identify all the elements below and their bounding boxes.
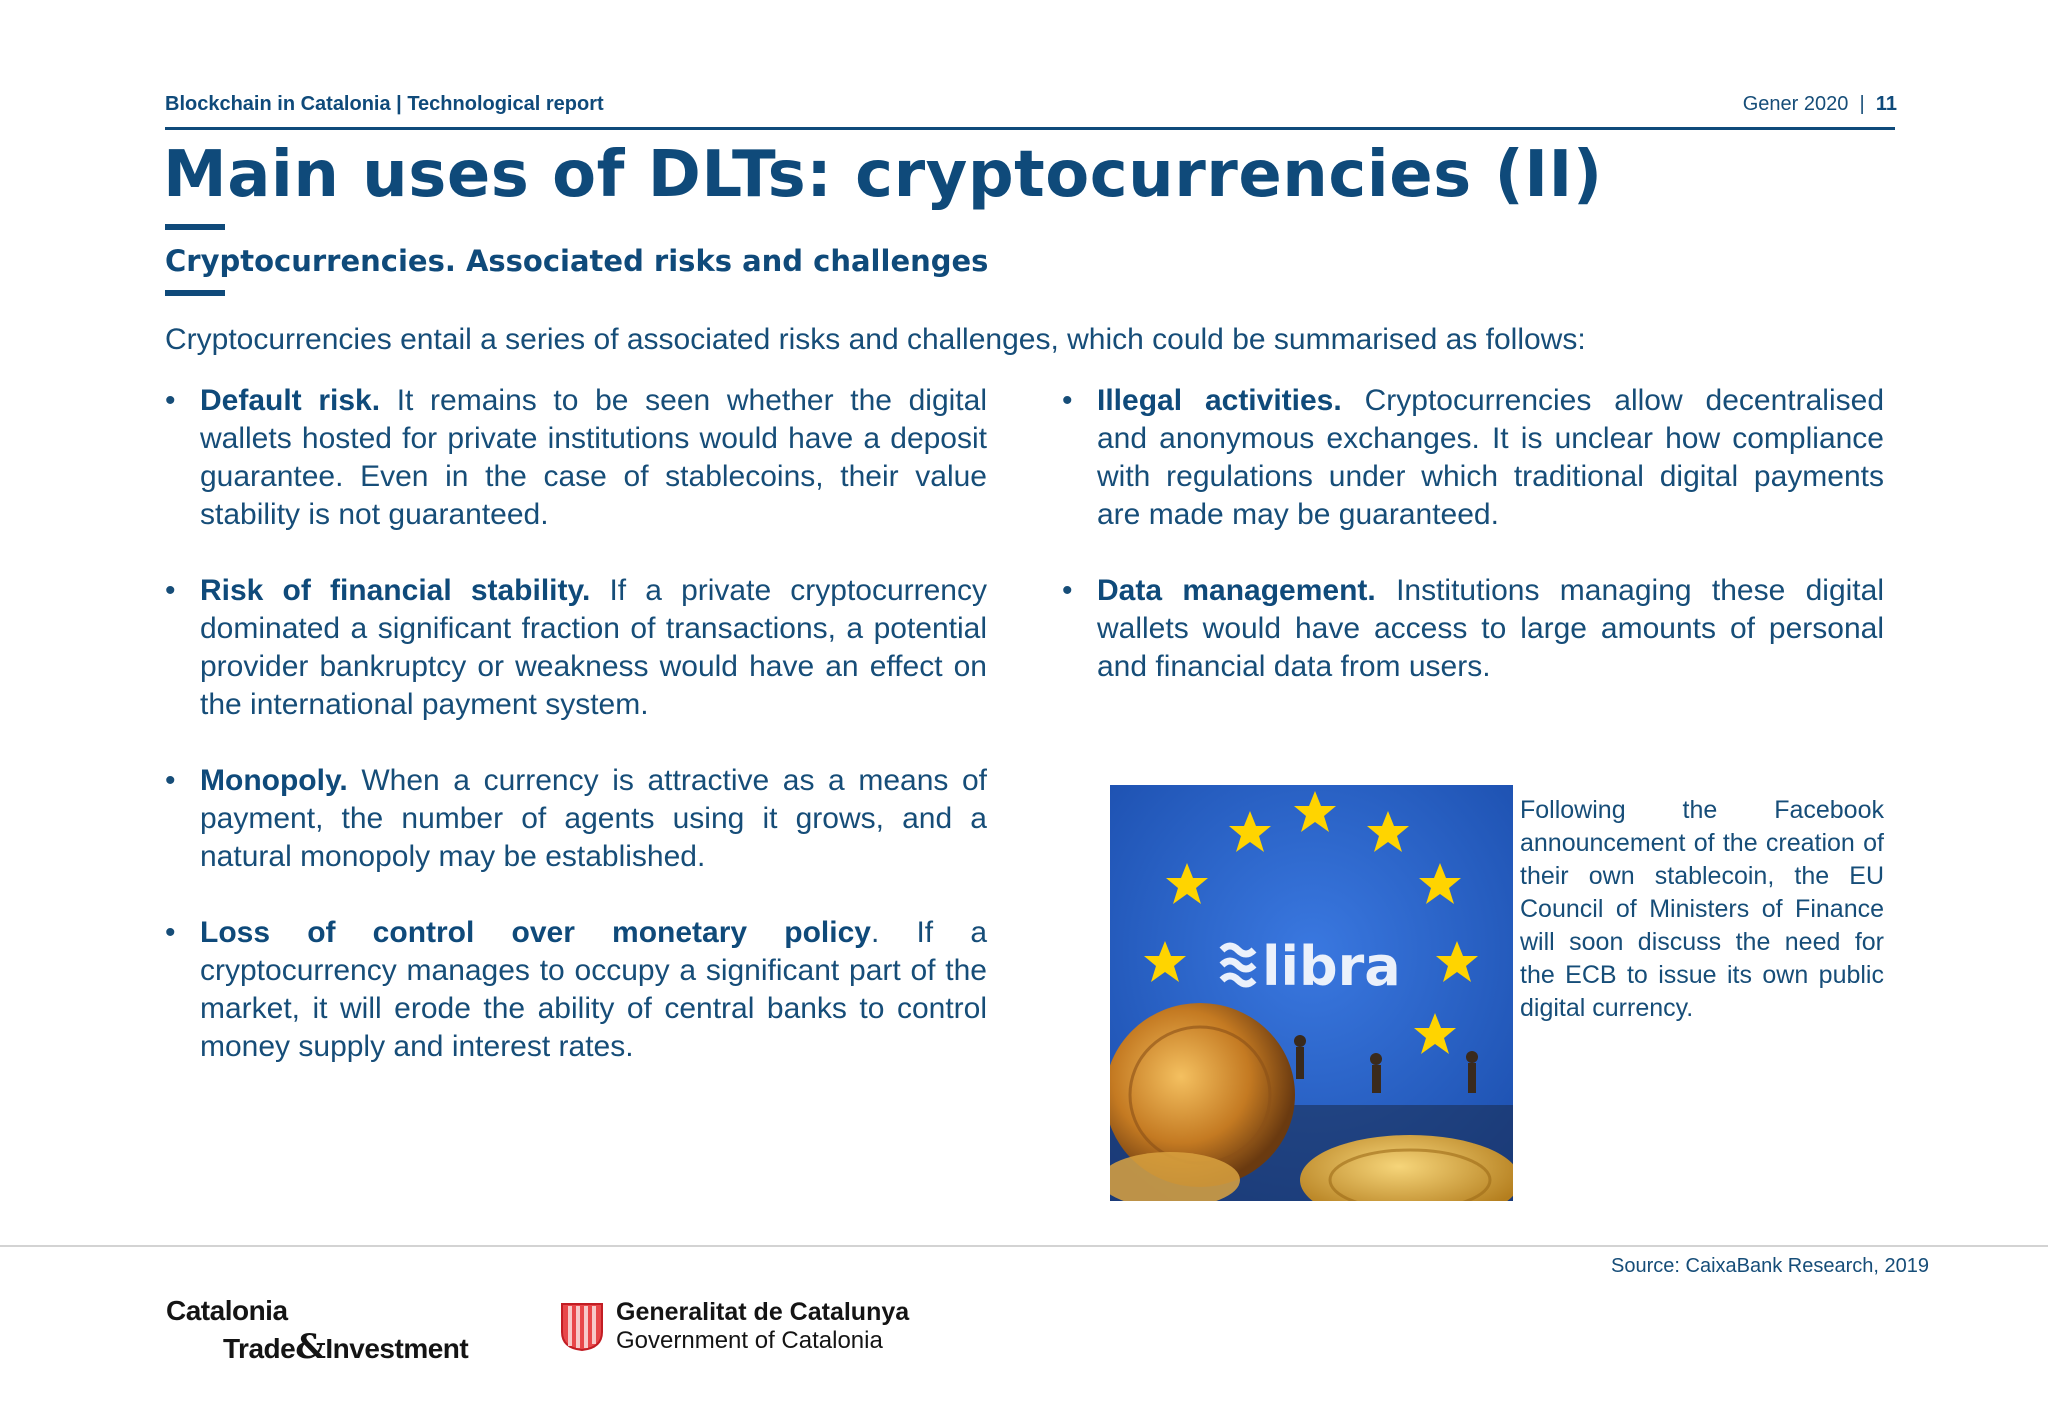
bullet-text: . If a cryptocurrency manages to occupy a significant part of the market, it will erode the ability of central banks to control money supply and interest rates. [200, 916, 988, 1063]
footer-rule [0, 1245, 2048, 1247]
subtitle-accent-dash [165, 290, 225, 296]
generalitat-logo [560, 1298, 909, 1355]
title-accent-dash [165, 224, 225, 230]
header-separator: | [1859, 93, 1865, 115]
bullet-text: It remains to be seen whether the digital wallets hosted for private institutions would have a deposit guarantee. Even in the case of stablecoins, their value stability is not guaranteed. [200, 384, 987, 531]
photo-caption: Following the Facebook announcement of the creation of their own stablecoin, the EU Council of Ministers of Finance will soon discuss the need for the ECB to issue its own public digital currency. [1520, 796, 1884, 1022]
page-title: Main uses of DLTs: cryptocurrencies (II) [163, 138, 1603, 212]
bullet-text: When a currency is attractive as a means of payment, the number of agents using it grows, and a natural monopoly may be established. [200, 764, 987, 873]
libra-logo-text: libra [1262, 935, 1401, 998]
bullet-illegal-activities [1062, 382, 1884, 534]
bullet-text: If a private cryptocurrency dominated a significant fraction of transactions, a potential provider bankruptcy or weakness would have an effect on the international payment system. [200, 574, 987, 721]
bullet-financial-stability [165, 572, 987, 724]
bullet-dot: • [1062, 384, 1073, 417]
bullet-monetary-policy [165, 914, 987, 1066]
logo-word-trade: Trade [223, 1333, 296, 1364]
logo-ampersand: & [295, 1327, 326, 1367]
header-report-title: Blockchain in Catalonia | Technological report [165, 93, 604, 115]
section-subtitle: Cryptocurrencies. Associated risks and challenges [165, 244, 989, 278]
bullet-text: Institutions managing these digital wallets would have access to large amounts of personal and financial data from users. [1097, 574, 1884, 683]
bullet-heading: Data management. [1097, 574, 1376, 607]
libra-photo [1110, 785, 1513, 1201]
bullet-heading: Risk of financial stability. [200, 574, 591, 607]
catalonia-trade-investment-logo [166, 1295, 468, 1367]
bullet-dot: • [1062, 574, 1073, 607]
right-column [1062, 382, 1884, 724]
bullet-dot: • [165, 764, 176, 797]
bullet-heading: Loss of control over monetary policy [200, 916, 871, 949]
generalitat-line2: Government of Catalonia [616, 1327, 883, 1354]
header-date: Gener 2020 [1742, 93, 1849, 115]
bullet-heading: Illegal activities. [1097, 384, 1342, 417]
logo-line-catalonia: Catalonia [166, 1295, 288, 1326]
header-rule [165, 127, 1895, 130]
header-meta [1743, 93, 1897, 116]
source-note: Source: CaixaBank Research, 2019 [1611, 1255, 1929, 1277]
senyera-shield-icon [560, 1302, 604, 1352]
bullet-heading: Default risk. [200, 384, 381, 417]
intro-text: Cryptocurrencies entail a series of associated risks and challenges, which could be summarised as follows: [165, 323, 1586, 356]
bullet-default-risk [165, 382, 987, 534]
bullet-text: Cryptocurrencies allow decentralised and anonymous exchanges. It is unclear how compliance with regulations under which traditional digital payments are made may be guaranteed. [1097, 384, 1884, 531]
eu-flag-libra-illustration [1110, 785, 1513, 1201]
bullet-dot: • [165, 384, 176, 417]
bullet-data-management [1062, 572, 1884, 686]
bullet-monopoly [165, 762, 987, 876]
generalitat-line1: Generalitat de Catalunya [616, 1298, 910, 1326]
logo-line-trade-investment [223, 1327, 468, 1367]
bullet-heading: Monopoly. [200, 764, 348, 797]
bullet-dot: • [165, 574, 176, 607]
generalitat-logo-text [616, 1298, 909, 1355]
page-number: 11 [1875, 93, 1897, 115]
left-column [165, 382, 987, 1104]
logo-word-investment: Investment [325, 1333, 469, 1364]
bullet-dot: • [165, 916, 176, 949]
